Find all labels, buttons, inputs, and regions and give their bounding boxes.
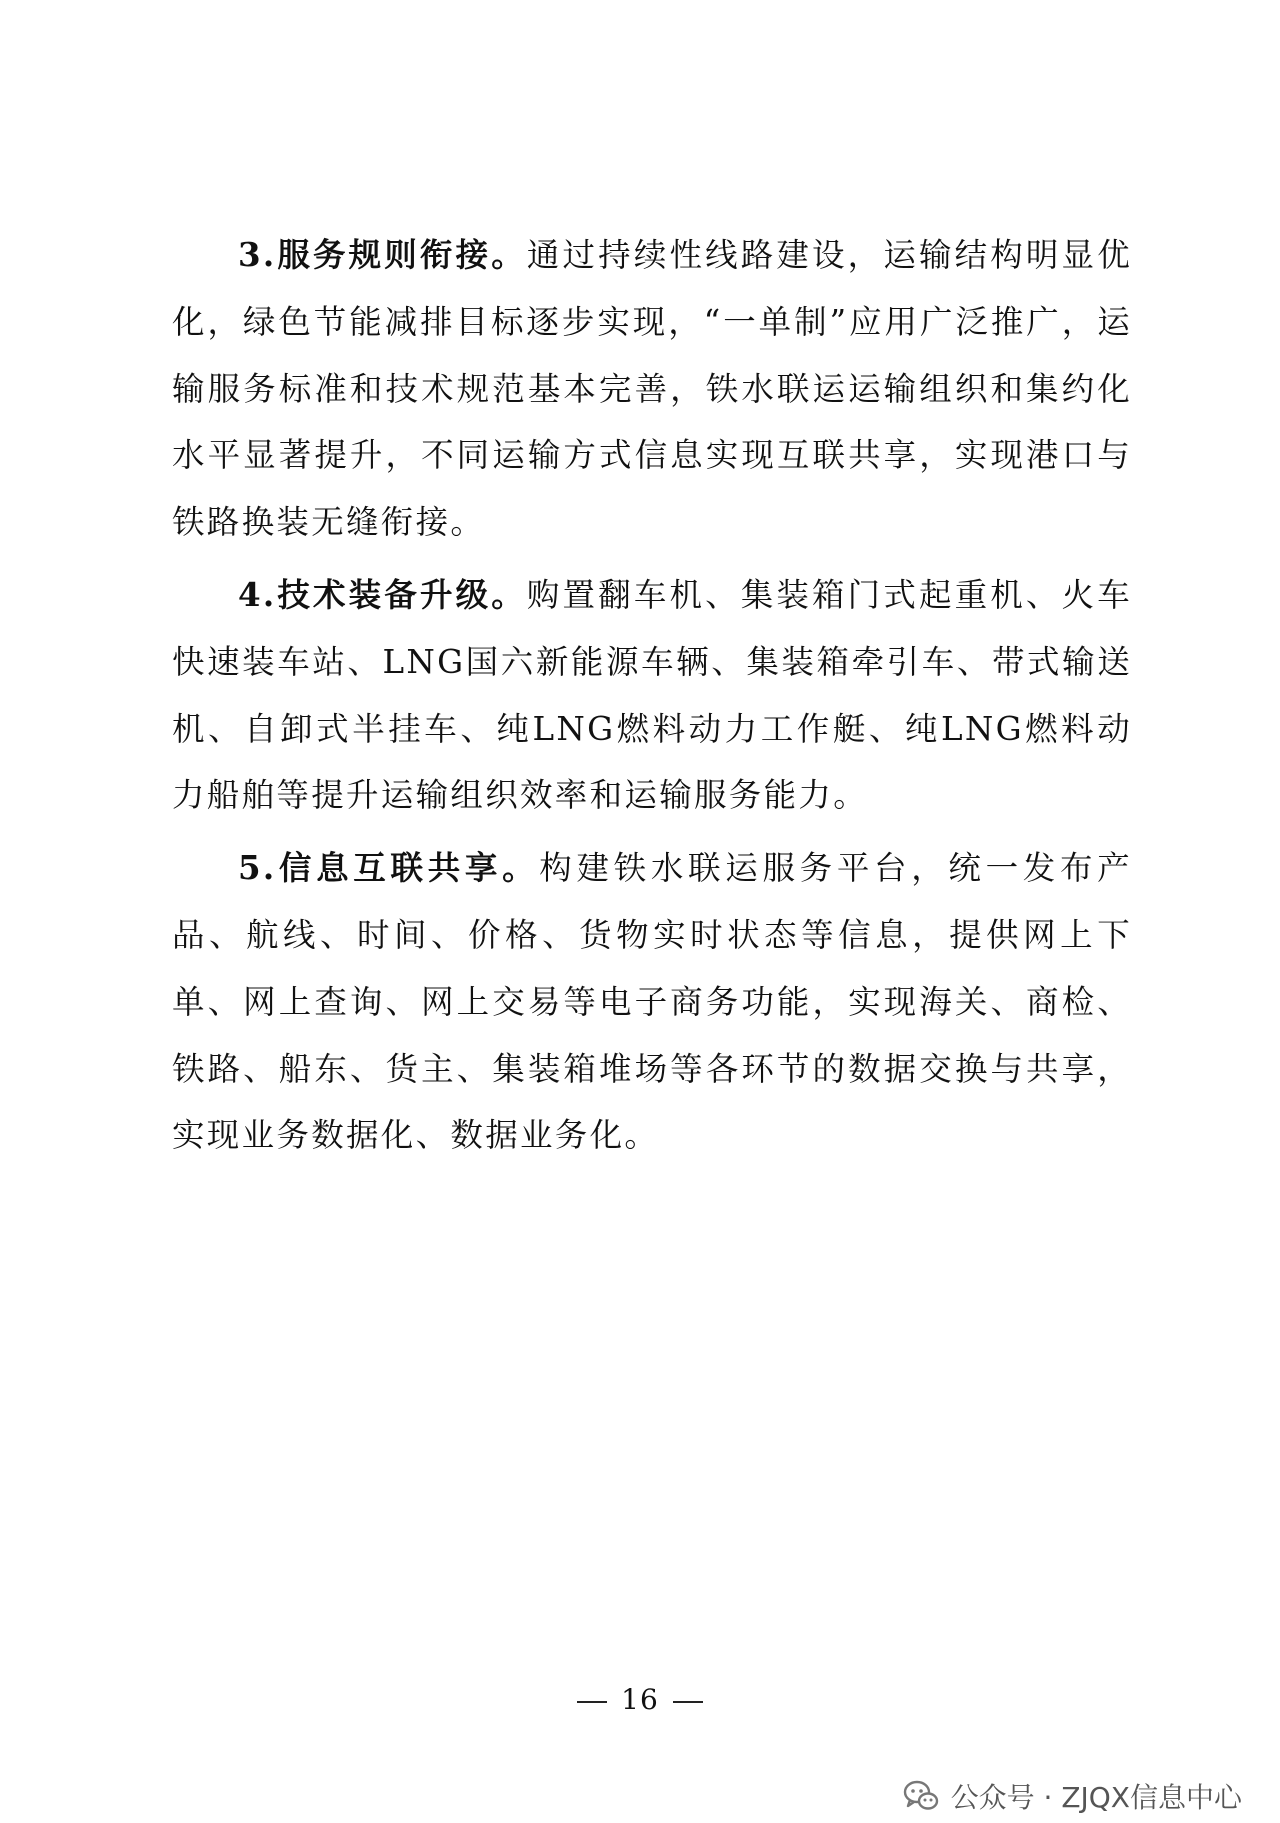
paragraph-text: 构建铁水联运服务平台，统一发布产品、航线、时间、价格、货物实时状态等信息，提供网上下单、网上查询、网上交易等电子商务功能，实现海关、商检、铁路、船东、货主、集装箱堆场等各环节的数据交换与共享，实现业务数据化、数据业务化。 xyxy=(172,849,1132,1155)
paragraph-equipment-upgrade xyxy=(172,562,1132,829)
paragraph-text: 购置翻车机、集装箱门式起重机、火车快速装车站、LNG国六新能源车辆、集装箱牵引车、带式输送机、自卸式半挂车、纯LNG燃料动力工作艇、纯LNG燃料动力船舶等提升运输组织效率和运输服务能力。 xyxy=(172,575,1132,815)
dash-right xyxy=(673,1701,703,1703)
paragraph-information-sharing xyxy=(172,835,1132,1169)
paragraph-heading: 5.信息互联共享。 xyxy=(238,848,540,888)
dash-left xyxy=(577,1701,607,1703)
document-body xyxy=(172,222,1132,1175)
wechat-icon xyxy=(901,1776,941,1816)
paragraph-heading: 3.服务规则衔接。 xyxy=(238,235,527,274)
account-watermark xyxy=(901,1773,1242,1819)
paragraph-service-rules xyxy=(172,222,1132,556)
page-number xyxy=(0,1683,1280,1716)
paragraph-text: 通过持续性线路建设，运输结构明显优化，绿色节能减排目标逐步实现，“一单制”应用广泛推广，运输服务标准和技术规范基本完善，铁水联运运输组织和集约化水平显著提升，不同运输方式信息实现互联共享，实现港口与铁路换装无缝衔接。 xyxy=(172,236,1132,542)
paragraph-heading: 4.技术装备升级。 xyxy=(238,574,527,614)
page-number-value: 16 xyxy=(621,1683,659,1716)
watermark-text: 公众号 · ZJQX信息中心 xyxy=(950,1781,1242,1814)
